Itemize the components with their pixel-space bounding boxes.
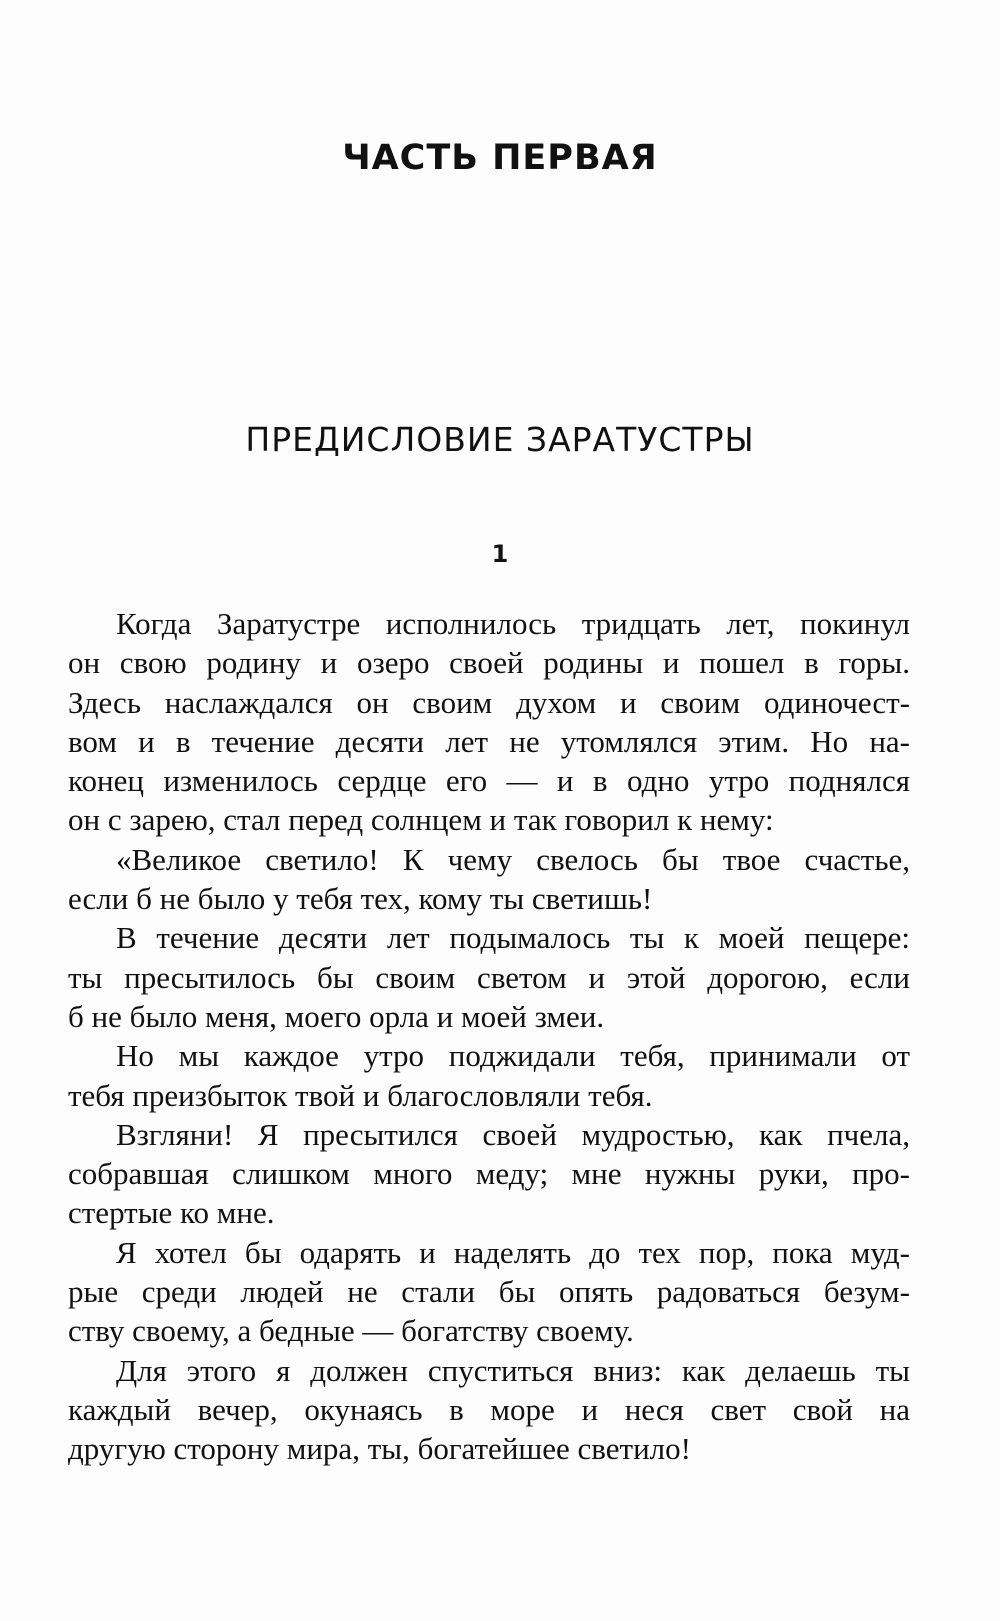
text-line: Я хотел бы одарять и наделять до тех пор, пока муд-	[116, 1234, 910, 1270]
text-line: Взгляни! Я пресытился своей мудростью, как пчела,	[116, 1116, 910, 1152]
preface-title: ПРЕДИСЛОВИЕ ЗАРАТУСТРЫ	[245, 420, 755, 459]
text-line: он свою родину и озеро своей родины и пошел в горы.	[68, 645, 910, 681]
text-line: он с зарею, стал перед солнцем и так говорил к нему:	[68, 802, 774, 838]
text-line: рые среди людей не стали бы опять радоваться безум-	[68, 1274, 910, 1310]
text-line: стертые ко мне.	[68, 1195, 275, 1231]
text-line: конец изменилось сердце его — и в одно утро поднялся	[68, 763, 910, 799]
text-line: ты пресытилось бы своим светом и этой дорогою, если	[68, 959, 910, 995]
text-line: «Великое светило! К чему свелось бы твое счастье,	[116, 841, 910, 877]
text-line: другую сторону мира, ты, богатейшее светило!	[68, 1431, 691, 1467]
part-title: ЧАСТЬ ПЕРВАЯ	[342, 138, 658, 178]
text-line: Здесь наслаждался он своим духом и своим одиночест-	[68, 684, 910, 720]
text-line: ству своему, а бедные — богатству своему.	[68, 1313, 634, 1349]
text-line: В течение десяти лет подымалось ты к моей пещере:	[116, 920, 910, 956]
body-text	[0, 604, 1000, 1469]
text-line: вом и в течение десяти лет не утомлялся этим. Но на-	[68, 723, 910, 759]
text-line: Когда Заратустре исполнилось тридцать лет, покинул	[116, 606, 910, 641]
text-line: каждый вечер, окунаясь в море и неся свет свой на	[68, 1391, 910, 1427]
text-line: Но мы каждое утро поджидали тебя, принимали от	[116, 1038, 910, 1074]
section-number: 1	[491, 540, 509, 568]
text-line: б не было меня, моего орла и моей змеи.	[68, 998, 605, 1034]
text-line: тебя преизбыток твой и благословляли тебя.	[68, 1077, 653, 1113]
text-line: если б не было у тебя тех, кому ты светишь!	[68, 881, 653, 917]
text-line: Для этого я должен спуститься вниз: как делаешь ты	[116, 1352, 910, 1388]
text-line: собравшая слишком много меду; мне нужны руки, про-	[68, 1156, 910, 1192]
